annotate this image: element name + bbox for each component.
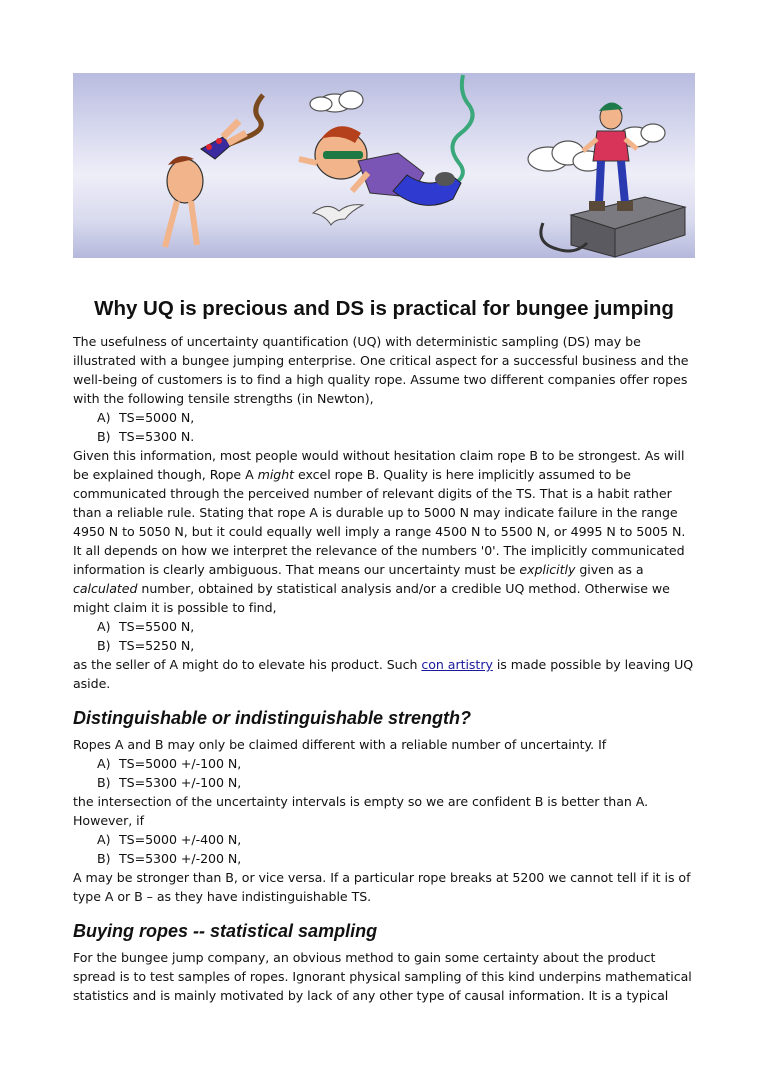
list-text: TS=5250 N, — [119, 638, 195, 653]
section3-paragraph-1: For the bungee jump company, an obvious method to gain some certainty about the product spread is to test samples of ropes. Ignorant physical sampling of this kind underpins mathematical statistics and is mainly motivated by lack of any other type of causal information. It is a typical — [73, 950, 692, 1003]
list-label: A) — [97, 410, 111, 425]
list-item — [73, 773, 695, 792]
list-item — [73, 636, 695, 655]
list-label: A) — [97, 619, 111, 634]
list-item — [73, 849, 695, 868]
list-item — [73, 408, 695, 427]
emphasis-calculated: calculated — [73, 581, 138, 596]
list-text: TS=5000 +/-100 N, — [119, 756, 242, 771]
list-label: A) — [97, 756, 111, 771]
page-title: Why UQ is precious and DS is practical for bungee jumping — [94, 297, 674, 320]
platform — [541, 197, 685, 257]
list-text: TS=5000 N, — [119, 410, 195, 425]
section2-paragraph-1: Ropes A and B may only be claimed different with a reliable number of uncertainty. If — [73, 737, 607, 752]
section2-paragraph-2: the intersection of the uncertainty intervals is empty so we are confident B is better than A. However, if — [73, 794, 649, 828]
document-body — [73, 296, 695, 1005]
list-item — [73, 617, 695, 636]
list-text: TS=5300 +/-100 N, — [119, 775, 242, 790]
bungee-cartoon-banner — [73, 73, 695, 258]
list-label: A) — [97, 832, 111, 847]
list-text: TS=5300 N. — [119, 429, 195, 444]
list-item — [73, 830, 695, 849]
section-heading-buying-ropes: Buying ropes -- statistical sampling — [73, 921, 378, 941]
section-heading-distinguishable: Distinguishable or indistinguishable strength? — [73, 708, 472, 728]
list-label: B) — [97, 429, 111, 444]
bungee-cord-middle — [452, 75, 472, 185]
middle-jumper — [299, 126, 461, 205]
emphasis-explicitly: explicitly — [519, 562, 576, 577]
con-artistry-link[interactable]: con artistry — [421, 657, 493, 672]
section2-paragraph-3: A may be stronger than B, or vice versa. If a particular rope breaks at 5200 we cannot tell if it is of type A or B – as they have indistinguishable TS. — [73, 870, 691, 904]
list-item — [73, 754, 695, 773]
list-label: B) — [97, 775, 111, 790]
list-text: TS=5300 +/-200 N, — [119, 851, 242, 866]
cloud-left — [310, 91, 363, 112]
list-text: TS=5500 N, — [119, 619, 195, 634]
left-jumper — [165, 121, 246, 247]
list-text: TS=5000 +/-400 N, — [119, 832, 242, 847]
bird — [313, 205, 363, 225]
bungee-cartoon-illustration — [73, 73, 695, 258]
emphasis-might: might — [257, 467, 295, 482]
intro-paragraph-2: Given this information, most people would without hesitation claim rope B to be strongest. As will be explained though, Rope A might excel rope B. Quality is here implicitly assumed to be communicated through the perceived number of relevant digits of the TS. That is a habit rather than a reliable rule. Stating that rope A is durable up to 5000 N may indicate failure in the range 4950 N to 5050 N, but it could equally well imply a range 4500 N to 5500 N, or 4995 N to 5005 N. It all depends on how we interpret the relevance of the numbers '0'. The implicitly communicated information is clearly ambiguous. That means our uncertainty must be explicitly given as a calculated number, obtained by statistical analysis and/or a credible UQ method. Otherwise we might claim it is possible to find, — [73, 448, 686, 615]
intro-paragraph-3: as the seller of A might do to elevate his product. Such con artistry is made possible by leaving UQ aside. — [73, 657, 694, 691]
list-label: B) — [97, 638, 111, 653]
list-label: B) — [97, 851, 111, 866]
list-item — [73, 427, 695, 446]
intro-paragraph-1: The usefulness of uncertainty quantification (UQ) with deterministic sampling (DS) may be illustrated with a bungee jumping enterprise. One critical aspect for a successful business and the well-being of customers is to find a high quality rope. Assume two different companies offer ropes with the following tensile strengths (in Newton), — [73, 334, 689, 406]
